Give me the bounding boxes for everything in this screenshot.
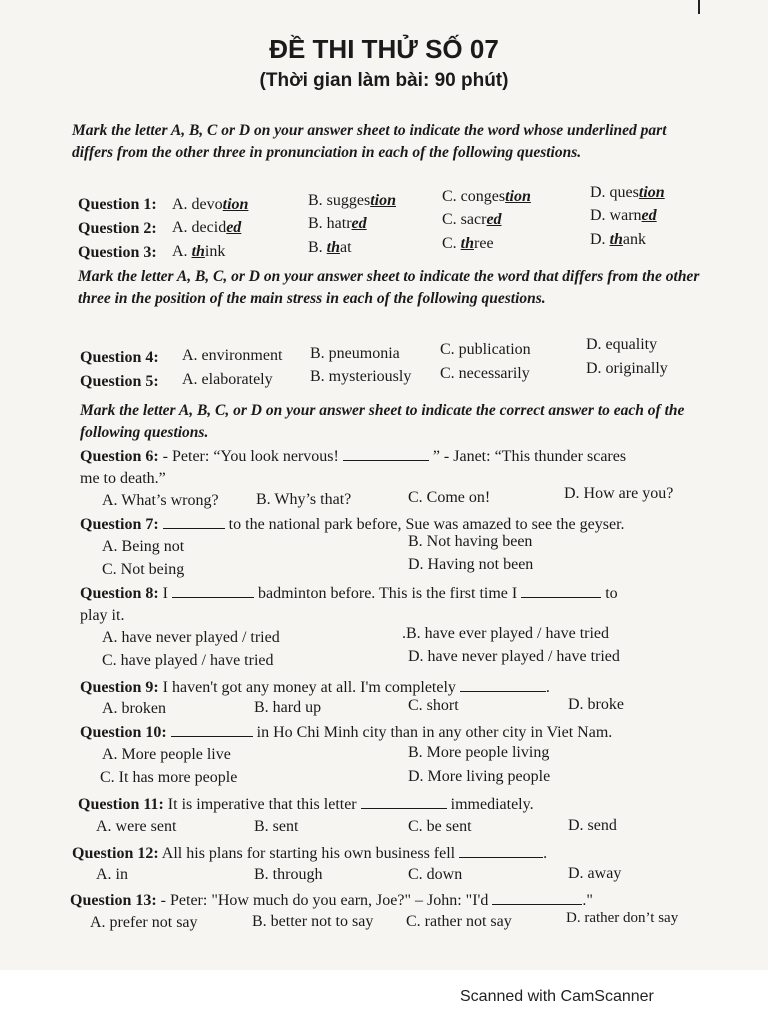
q8-option-c: C. have played / have tried [102,652,274,669]
q6-option-b: B. Why’s that? [256,491,352,508]
q6-option-d: D. How are you? [564,485,674,502]
q9-option-d: D. broke [568,696,624,713]
question-4 [80,349,159,367]
question-label: Question 1: [78,196,157,213]
q10-option-c: C. It has more people [100,769,238,786]
q3-option-b: B. that [308,239,352,256]
q8-option-b: .B. have ever played / have tried [402,625,610,642]
question-2 [78,220,157,238]
q4-option-a: A. environment [182,347,283,364]
exam-subtitle: (Thời gian làm bài: 90 phút) [259,70,509,91]
question-3 [78,244,157,262]
q1-option-a: A. devotion [172,196,249,213]
question-8-cont: play it. [80,607,125,624]
q3-option-a: A. think [172,243,226,260]
question-10: Question 10: in Ho Chi Minh city than in any other city in Viet Nam. [80,724,613,741]
q4-option-c: C. publication [440,341,531,358]
question-1 [78,196,157,214]
q10-option-b: B. More people living [408,744,550,761]
q10-option-d: D. More living people [408,768,551,785]
q13-option-b: B. better not to say [252,913,374,930]
q10-option-a: A. More people live [102,746,231,763]
answer-blank [171,722,253,737]
q7-option-b: B. Not having been [408,533,533,550]
answer-blank [459,843,543,858]
section-3-instruction: Mark the letter A, B, C, or D on your answer sheet to indicate the correct answer to each of the following questions. [80,402,685,441]
q1-option-d: D. question [590,184,665,201]
q8-option-d: D. have never played / have tried [408,648,620,665]
question-12: Question 12: All his plans for starting his own business fell . [72,845,548,862]
q6-option-c: C. Come on! [408,489,491,506]
q8-option-a: A. have never played / tried [102,629,280,646]
q4-option-d: D. equality [586,336,658,353]
q11-option-b: B. sent [254,818,299,835]
q12-option-c: C. down [408,866,463,883]
q5-option-b: B. mysteriously [310,368,412,385]
q11-option-a: A. were sent [96,818,177,835]
q4-option-b: B. pneumonia [310,345,400,362]
question-label: Question 5: [80,373,159,390]
question-9: Question 9: I haven't got any money at all. I'm completely . [80,679,550,696]
q7-option-a: A. Being not [102,538,185,555]
q13-option-a: A. prefer not say [90,914,198,931]
question-6-cont: me to death.” [80,470,166,487]
question-6: Question 6: - Peter: “You look nervous! ” - Janet: “This thunder scares [80,448,627,465]
scan-mark [698,0,700,14]
q13-option-c: C. rather not say [406,913,512,930]
question-7: Question 7: to the national park before, Sue was amazed to see the geyser. [80,516,625,533]
q1-option-c: C. congestion [442,188,531,205]
q5-option-a: A. elaborately [182,371,273,388]
q13-option-d: D. rather don’t say [566,910,679,926]
exam-title: ĐỀ THI THỬ SỐ 07 [269,34,499,64]
answer-blank [163,514,225,529]
scanner-watermark: Scanned with CamScanner [460,988,654,1005]
question-label: Question 4: [80,349,159,366]
q2-option-d: D. warned [590,207,657,224]
q11-option-c: C. be sent [408,818,472,835]
answer-blank [361,794,447,809]
q9-option-a: A. broken [102,700,166,717]
question-8: Question 8: I badminton before. This is the first time I to [80,585,618,602]
q2-option-b: B. hatred [308,215,367,232]
question-5 [80,373,159,391]
q9-option-b: B. hard up [254,699,322,716]
section-1-instruction: Mark the letter A, B, C or D on your answer sheet to indicate the word whose underlined part differs from the other three in pronunciation in each of the following questions. [72,122,667,161]
section-2-instruction: Mark the letter A, B, C, or D on your answer sheet to indicate the word that differs from the other three in the position of the main stress in each of the following questions. [78,268,700,307]
answer-blank [343,446,429,461]
q2-option-a: A. decided [172,219,242,236]
q7-option-d: D. Having not been [408,556,534,573]
q5-option-c: C. necessarily [440,365,530,382]
q11-option-d: D. send [568,817,617,834]
question-13: Question 13: - Peter: "How much do you earn, Joe?" – John: "I'd ." [70,892,593,909]
answer-blank [172,583,254,598]
q5-option-d: D. originally [586,360,668,377]
question-11: Question 11: It is imperative that this letter immediately. [78,796,534,813]
q7-option-c: C. Not being [102,561,185,578]
answer-blank [492,890,582,905]
q2-option-c: C. sacred [442,211,502,228]
question-label: Question 3: [78,244,157,261]
q3-option-d: D. thank [590,231,647,248]
q9-option-c: C. short [408,697,459,714]
q6-option-a: A. What’s wrong? [102,492,219,509]
q12-option-a: A. in [96,866,128,883]
answer-blank [460,677,546,692]
q1-option-b: B. suggestion [308,192,397,209]
q12-option-b: B. through [254,866,323,883]
q3-option-c: C. three [442,235,494,252]
answer-blank [521,583,601,598]
q12-option-d: D. away [568,865,622,882]
question-label: Question 2: [78,220,157,237]
